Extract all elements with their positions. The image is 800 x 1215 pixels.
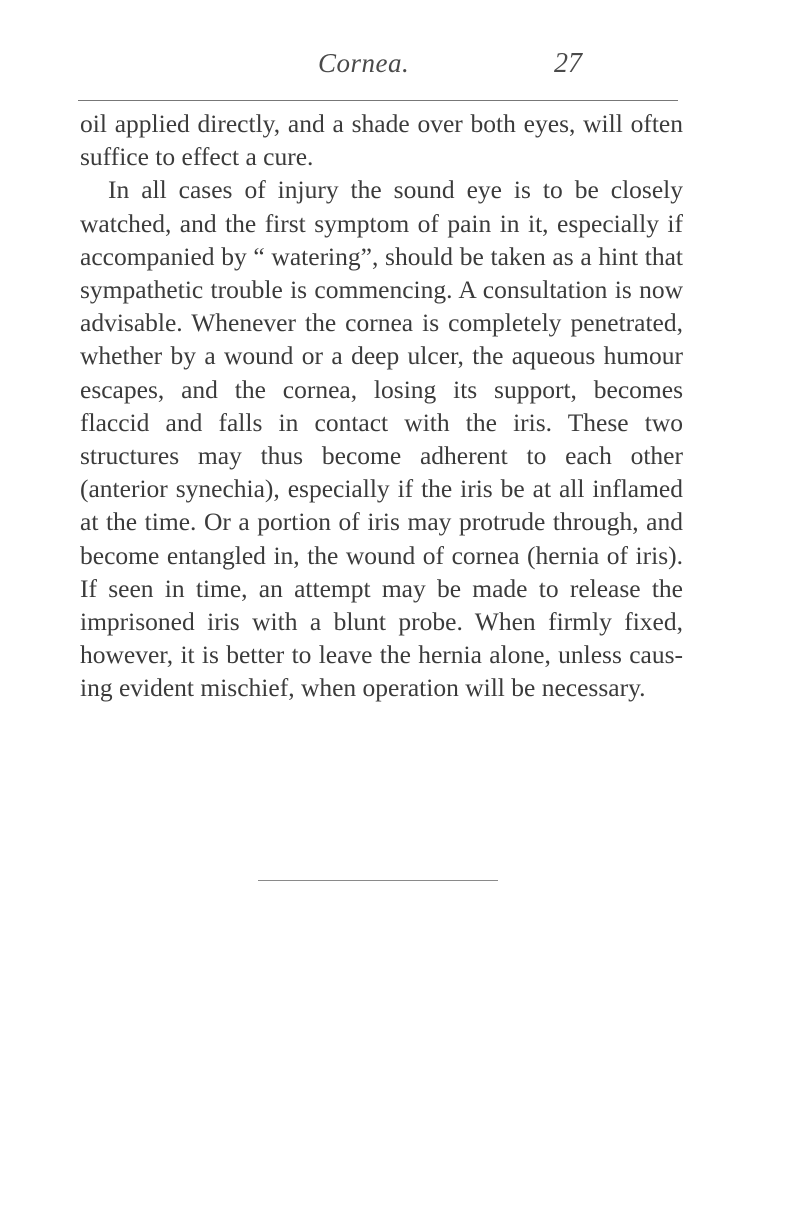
section-end-rule: [258, 880, 498, 881]
page-number: 27: [554, 48, 582, 79]
header-rule: [78, 100, 678, 101]
running-title: Cornea.: [318, 48, 410, 78]
running-head: [0, 38, 800, 78]
body-text: [80, 107, 683, 705]
paragraph: oil applied directly, and a shade over both eyes, will often suffice to effect a cure.: [80, 109, 683, 172]
paragraph: In all cases of injury the sound eye is to be closely watched, and the first symptom of pain in it, especially if accompanied by “ watering”, should be taken as a hint that sympathetic trouble is commencing. A consultation is now advisable. Whenever the cornea is completely penetrated, whether by a wound or a deep ulcer, the aqueous humour escapes, and the cornea, losing its support, becomes flaccid and falls in contact with the iris. These two structures may thus become adherent to each other (anterior synechia), especially if the iris be at all inflamed at the time. Or a portion of iris may protrude through, and become entangled in, the wound of cornea (hernia of iris). If seen in time, an attempt may be made to release the imprisoned iris with a blunt probe. When firmly fixed, however, it is better to leave the hernia alone, unless caus-ing evident mischief, when operation will be necessary.: [80, 175, 683, 703]
